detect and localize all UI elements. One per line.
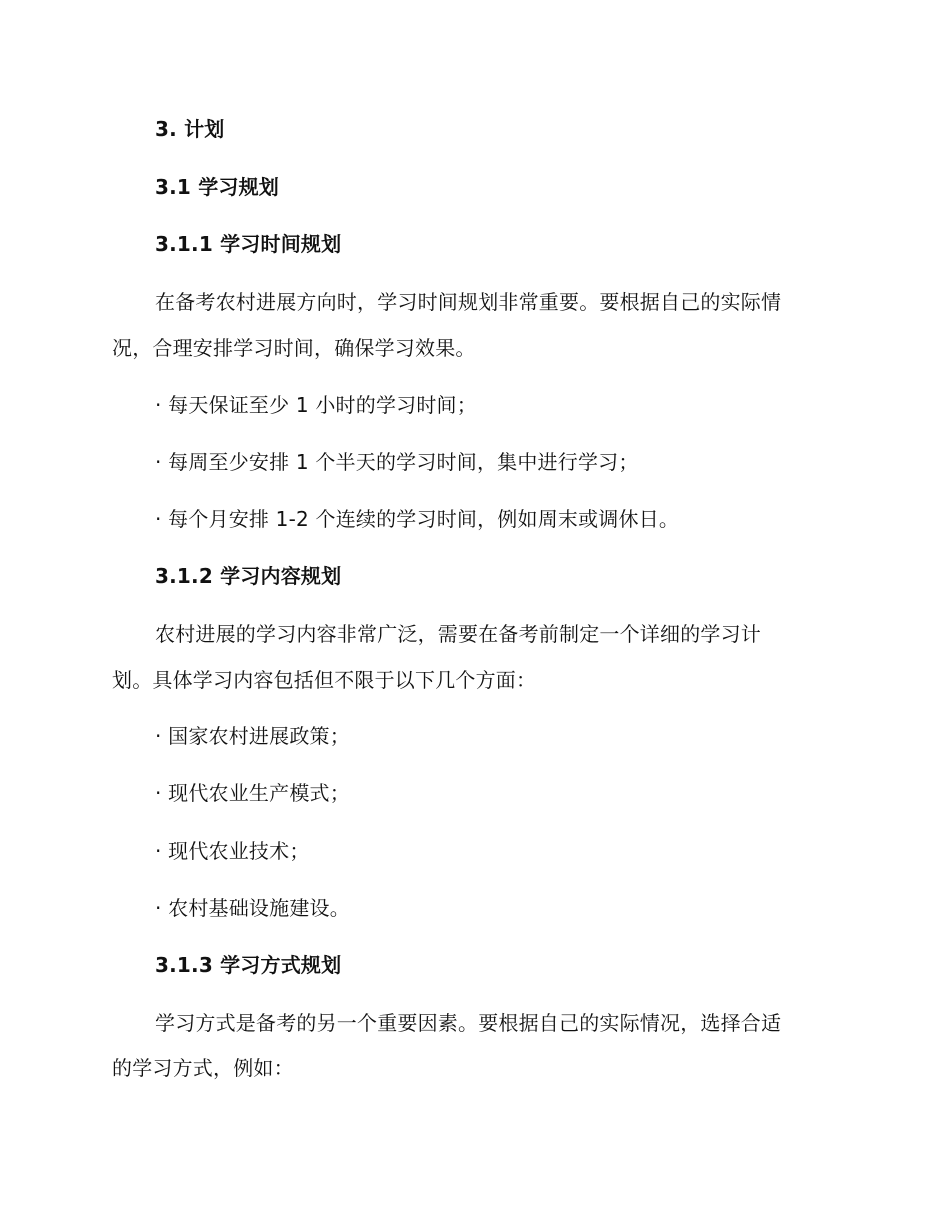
bullet-item: · 每周至少安排 1 个半天的学习时间，集中进行学习； — [155, 450, 639, 474]
section-heading-content-plan: 3.1.2 学习内容规划 — [155, 564, 342, 588]
paragraph-line: 划。具体学习内容包括但不限于以下几个方面： — [112, 668, 537, 692]
paragraph-line: 况，合理安排学习时间，确保学习效果。 — [112, 336, 476, 360]
bullet-item: · 每天保证至少 1 小时的学习时间； — [155, 393, 477, 417]
section-heading-method-plan: 3.1.3 学习方式规划 — [155, 953, 342, 977]
bullet-item: · 国家农村进展政策； — [155, 724, 350, 748]
section-heading-plan: 3. 计划 — [155, 117, 225, 141]
bullet-item: · 每个月安排 1-2 个连续的学习时间，例如周末或调休日。 — [155, 507, 680, 531]
section-heading-time-plan: 3.1.1 学习时间规划 — [155, 232, 342, 256]
paragraph-line: 农村进展的学习内容非常广泛，需要在备考前制定一个详细的学习计 — [155, 622, 761, 646]
section-heading-study-plan: 3.1 学习规划 — [155, 175, 279, 199]
paragraph-line: 的学习方式，例如： — [112, 1056, 294, 1080]
bullet-item: · 农村基础设施建设。 — [155, 896, 350, 920]
paragraph-line: 在备考农村进展方向时，学习时间规划非常重要。要根据自己的实际情 — [155, 290, 782, 314]
paragraph-line: 学习方式是备考的另一个重要因素。要根据自己的实际情况，选择合适 — [155, 1011, 782, 1035]
bullet-item: · 现代农业技术； — [155, 839, 310, 863]
bullet-item: · 现代农业生产模式； — [155, 781, 350, 805]
